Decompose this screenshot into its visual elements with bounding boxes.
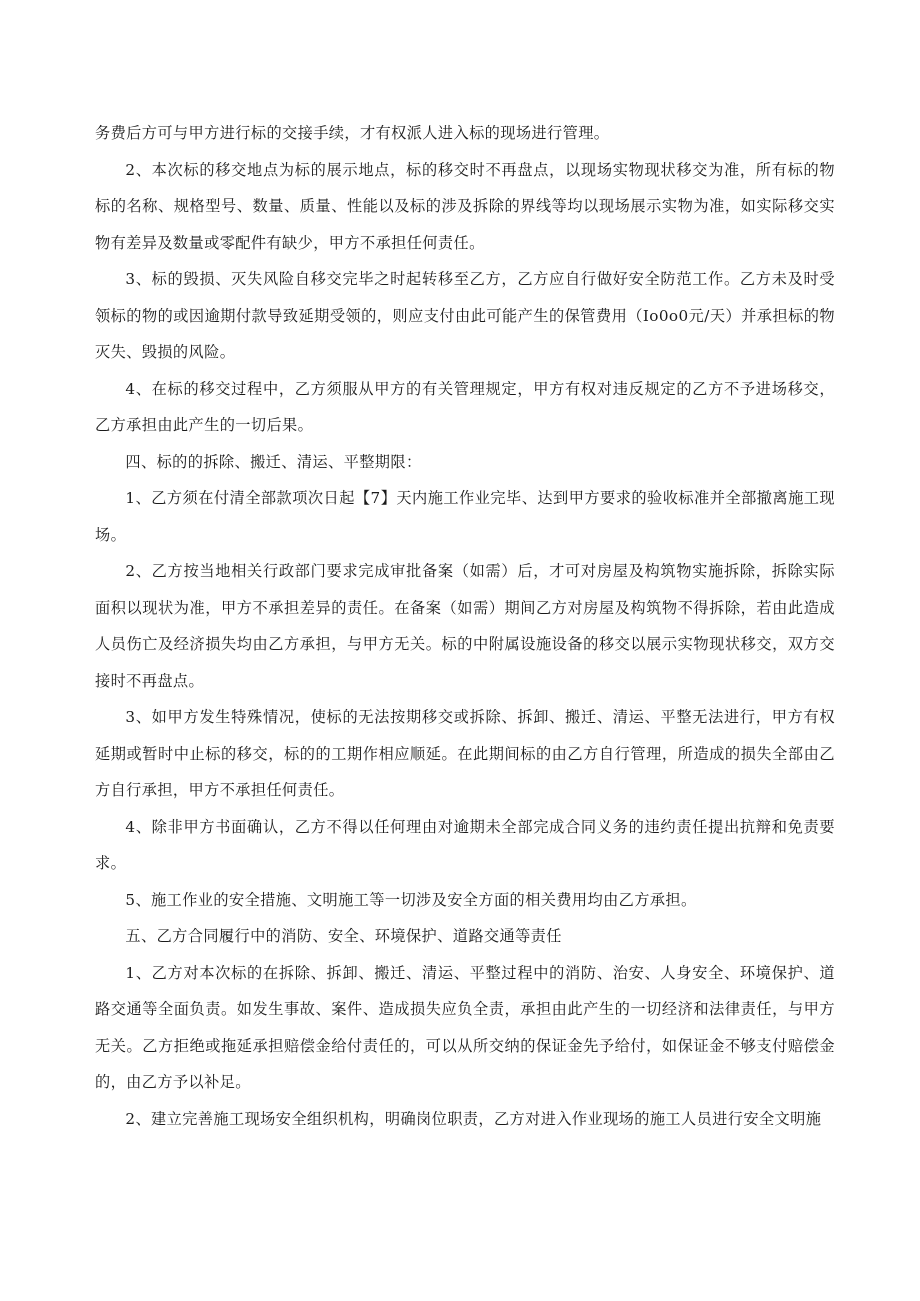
section-heading-5: 五、乙方合同履行中的消防、安全、环境保护、道路交通等责任	[125, 927, 562, 945]
paragraph-item-4-handover-process: 4、在标的移交过程中，乙方须服从甲方的有关管理规定，甲方有权对违反规定的乙方不予进场移交，乙方承担由此产生的一切后果。	[95, 379, 835, 434]
paragraph-item-2-safety-organization: 2、建立完善施工现场安全组织机构，明确岗位职责，乙方对进入作业现场的施工人员进行安全文明施	[125, 1109, 822, 1128]
section-heading-4: 四、标的的拆除、搬迁、清运、平整期限：	[125, 452, 422, 471]
paragraph-item-2-handover-location: 2、本次标的移交地点为标的展示地点，标的移交时不再盘点，以现场实物现状移交为准，所有标的物标的名称、规格型号、数量、质量、性能以及标的涉及拆除的界线等均以现场展示实物为准，如实际移交实物有差异及数量或零配件有缺少，甲方不承担任何责任。	[95, 160, 835, 252]
paragraph-item-1-responsibility: 1、乙方对本次标的在拆除、拆卸、搬迁、清运、平整过程中的消防、治安、人身安全、环境保护、道路交通等全面负责。如发生事故、案件、造成损失应负全责，承担由此产生的一切经济和法律责任，与甲方无关。乙方拒绝或拖延承担赔偿金给付责任的，可以从所交纳的保证金先予给付，如保证金不够支付赔偿金的，由乙方予以补足。	[95, 963, 835, 1091]
paragraph-item-3-special-circumstances: 3、如甲方发生特殊情况，使标的无法按期移交或拆除、拆卸、搬迁、清运、平整无法进行，甲方有权延期或暂时中止标的移交，标的的工期作相应顺延。在此期间标的由乙方自行管理，所造成的损失全部由乙方自行承担，甲方不承担任何责任。	[95, 708, 835, 799]
document-body	[95, 115, 835, 1137]
paragraph-item-5-safety-costs: 5、施工作业的安全措施、文明施工等一切涉及安全方面的相关费用均由乙方承担。	[125, 890, 697, 909]
paragraph-continuation: 务费后方可与甲方进行标的交接手续，才有权派人进入标的现场进行管理。	[95, 124, 610, 142]
paragraph-item-2-approval: 2、乙方按当地相关行政部门要求完成审批备案（如需）后，才可对房屋及构筑物实施拆除，拆除实际面积以现状为准，甲方不承担差异的责任。在备案（如需）期间乙方对房屋及构筑物不得拆除，若由此造成人员伤亡及经济损失均由乙方承担，与甲方无关。标的中附属设施设备的移交以展示实物现状移交，双方交接时不再盘点。	[95, 562, 835, 690]
paragraph-item-1-deadline: 1、乙方须在付清全部款项次日起【7】天内施工作业完毕、达到甲方要求的验收标准并全部撤离施工现场。	[95, 489, 835, 544]
paragraph-item-3-risk-transfer: 3、标的毁损、灭失风险自移交完毕之时起转移至乙方，乙方应自行做好安全防范工作。乙方未及时受领标的物的或因逾期付款导致延期受领的，则应支付由此可能产生的保管费用（Io0o0元/天）并承担标的物灭失、毁损的风险。	[95, 270, 835, 361]
paragraph-item-4-no-defense: 4、除非甲方书面确认，乙方不得以任何理由对逾期未全部完成合同义务的违约责任提出抗辩和免责要求。	[95, 817, 835, 872]
